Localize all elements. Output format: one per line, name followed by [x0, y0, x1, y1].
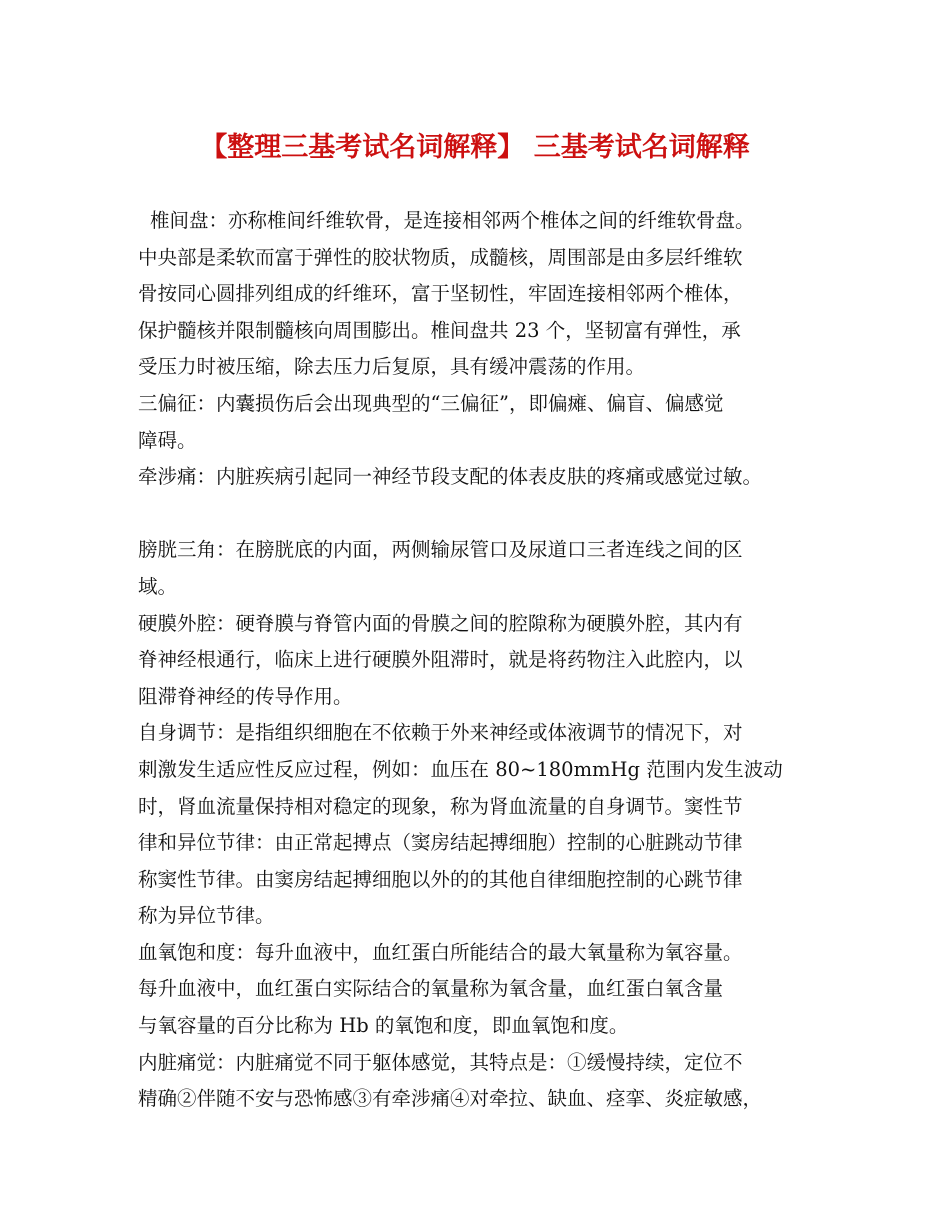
text-line: 内脏痛觉：内脏痛觉不同于躯体感觉，其特点是：①缓慢持续，定位不: [138, 1050, 743, 1074]
text-line: 骨按同心圆排列组成的纤维环，富于坚韧性，牢固连接相邻两个椎体，: [138, 282, 743, 306]
text-line: 每升血液中，血红蛋白实际结合的氧量称为氧含量，血红蛋白氧含量: [138, 977, 724, 1001]
text-line: 称为异位节律。: [138, 904, 275, 928]
text-line: 律和异位节律：由正常起搏点（窦房结起搏细胞）控制的心脏跳动节律: [138, 831, 743, 855]
text-line: 膀胱三角：在膀胱底的内面，两侧输尿管口及尿道口三者连线之间的区: [138, 538, 743, 562]
blank-line: [138, 496, 828, 533]
text-line: 称窦性节律。由窦房结起搏细胞以外的的其他自律细胞控制的心跳节律: [138, 867, 743, 891]
document-body: [138, 203, 828, 1118]
text-line: 中央部是柔软而富于弹性的胶状物质，成髓核，周围部是由多层纤维软: [138, 245, 743, 269]
text-line: 脊神经根通行，临床上进行硬膜外阻滞时，就是将药物注入此腔内，以: [138, 648, 743, 672]
text-line: 三偏征：内囊损伤后会出现典型的“三偏征”，即偏瘫、偏盲、偏感觉: [138, 391, 724, 415]
text-line: 保护髓核并限制髓核向周围膨出。椎间盘共 23 个，坚韧富有弹性，承: [138, 318, 741, 342]
text-line: 刺激发生适应性反应过程，例如：血压在 80~180mmHg 范围内发生波动: [138, 757, 783, 781]
text-line: 阻滞脊神经的传导作用。: [138, 684, 353, 708]
text-line: 自身调节：是指组织细胞在不依赖于外来神经或体液调节的情况下，对: [138, 721, 743, 745]
text-line: 受压力时被压缩，除去压力后复原，具有缓冲震荡的作用。: [138, 355, 646, 379]
text-line: 硬膜外腔：硬脊膜与脊管内面的骨膜之间的腔隙称为硬膜外腔，其内有: [138, 611, 743, 635]
text-line: 椎间盘：亦称椎间纤维软骨，是连接相邻两个椎体之间的纤维软骨盘。: [150, 209, 755, 232]
text-line: 血氧饱和度：每升血液中，血红蛋白所能结合的最大氧量称为氧容量。: [138, 940, 743, 964]
text-line: 时，肾血流量保持相对稳定的现象，称为肾血流量的自身调节。窦性节: [138, 794, 743, 818]
text-line: 牵涉痛：内脏疾病引起同一神经节段支配的体表皮肤的疼痛或感觉过敏。: [138, 465, 763, 489]
text-line: 域。: [138, 574, 178, 598]
document-title: 【整理三基考试名词解释】 三基考试名词解释: [200, 132, 750, 163]
text-line: 障碍。: [138, 428, 197, 452]
text-line: 与氧容量的百分比称为 Hb 的氧饱和度，即血氧饱和度。: [138, 1014, 629, 1038]
text-line: 精确②伴随不安与恐怖感③有牵涉痛④对牵拉、缺血、痉挛、炎症敏感，: [138, 1087, 763, 1111]
